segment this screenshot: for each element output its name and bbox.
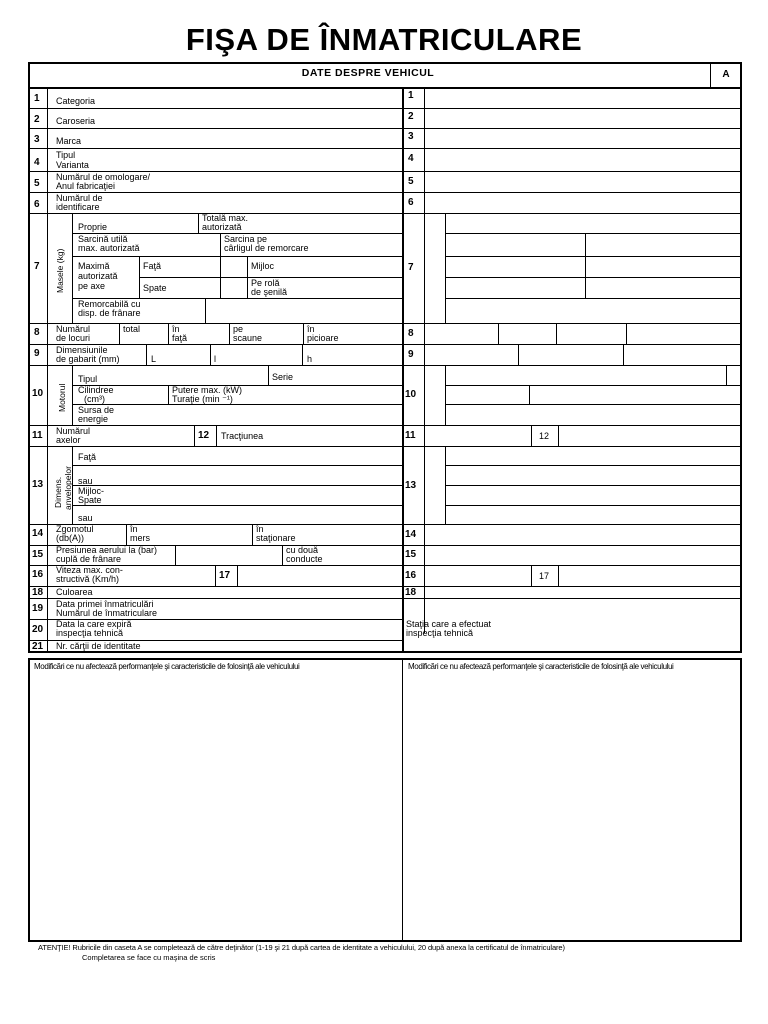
label-sarcina-utila: Sarcină utilă [78,234,128,244]
label-cm3: (cm³) [84,394,105,404]
right-7-number: 7 [408,262,414,273]
label-omologare: Numărul de omologare/ [56,172,151,182]
row-20-number: 20 [32,624,44,635]
footer-note: Completarea se face cu maşina de scris [82,953,216,962]
label-inspectia: inspecţia tehnică [56,628,124,638]
label-maxima: Maximă [78,261,110,271]
label-energie: energie [78,414,109,424]
label-scaune: scaune [233,333,263,343]
right-12-label: 12 [539,431,550,441]
modifications-right-label: Modificări ce nu afectează performanţele şi caracteristicile de folosinţă ale vehiculului [408,662,674,671]
label-in-fata: în [172,324,180,334]
right-10-number: 10 [405,389,417,400]
row-8-number: 8 [34,327,40,338]
label-tipul: Tipul [56,150,76,160]
label-totala-max: Totală max. [202,213,249,223]
label-spate-anvelope: Spate [78,495,102,505]
row-16-number: 16 [32,569,44,580]
right-6-number: 6 [408,197,414,208]
label-constructiva: structivă (Km/h) [56,574,120,584]
label-totala-autorizata: autorizată [202,222,242,232]
label-numarul-locuri: Numărul [56,324,91,334]
right-14-number: 14 [405,529,417,540]
row-21-number: 21 [32,641,44,652]
label-fata-anvelope: Faţă [78,452,97,462]
right-4-number: 4 [408,153,414,164]
label-anvelopelor: anvelopelor [63,466,73,510]
label-varianta: Varianta [56,160,89,170]
label-mers: mers [130,533,150,543]
label-numarul-inmatriculare: Numărul de înmatriculare [56,608,158,618]
label-in-picioare: în [307,324,315,334]
row-10-number: 10 [32,388,44,399]
label-data-primei: Data primei înmatriculări [56,599,154,609]
label-presiunea: Presiunea aerului la (bar) [56,545,158,555]
right-8-number: 8 [408,328,414,339]
label-pe-axe: pe axe [78,281,106,291]
label-putere: Putere max. (kW) [172,385,243,395]
label-carligul: cârligul de remorcare [224,243,309,253]
label-statia: Staţia care a efectuat [406,619,492,629]
label-identificare: identificare [56,202,100,212]
row-7-number: 7 [34,261,40,272]
row-4-number: 4 [34,157,40,168]
label-proprie: Proprie [78,222,108,232]
label-in-stationare: în [256,524,264,534]
label-L: L [151,354,157,364]
label-dimens: Dimens. [53,476,63,508]
label-caroseria: Caroseria [56,116,96,126]
section-header: DATE DESPRE VEHICUL [301,67,435,79]
right-11-number: 11 [405,430,416,441]
page-title: FIŞA DE ÎNMATRICULARE [185,22,583,57]
row-1-number: 1 [34,93,40,104]
row-5-number: 5 [34,178,40,189]
row-3-number: 3 [34,134,40,145]
row-18-number: 18 [32,587,44,598]
row-17-number: 17 [219,570,231,581]
label-zgomotul: Zgomotul [56,524,94,534]
label-fata-locuri: faţă [172,333,188,343]
right-13-number: 13 [405,480,417,491]
label-cilindree: Cilindree [78,385,114,395]
row-12-number: 12 [198,430,210,441]
label-picioare: picioare [307,333,339,343]
label-viteza: Viteza max. con- [56,565,123,575]
label-sau-1: sau [78,476,93,486]
row-13-number: 13 [32,479,44,490]
label-dba: (db(A)) [56,533,85,543]
row-11-number: 11 [32,430,43,441]
label-cu-doua: cu două [286,545,319,555]
right-2-number: 2 [408,111,414,122]
label-carte-identitate: Nr. cărţii de identitate [56,641,141,651]
label-data-expira: Data la care expiră [56,619,132,629]
label-axelor: axelor [56,435,81,445]
box-label: A [722,69,730,80]
label-numarul-axelor: Numărul [56,426,91,436]
label-cupla-franare: cuplă de frânare [56,554,122,564]
label-sarcina-pe: Sarcina pe [224,234,268,244]
label-sau-2: sau [78,513,93,523]
label-serie: Serie [272,372,294,382]
label-categoria: Categoria [56,96,96,106]
right-9-number: 9 [408,349,414,360]
label-spate: Spate [143,283,167,293]
label-de-senila: de şenilă [251,287,288,297]
label-pe-rola: Pe rolă [251,278,280,288]
row-6-number: 6 [34,199,40,210]
modifications-left-label: Modificări ce nu afectează performanţele şi caracteristicile de folosinţă ale vehiculului [34,662,300,671]
label-disp-franare: disp. de frânare [78,308,141,318]
right-15-number: 15 [405,549,417,560]
label-tipul-motor: Tipul [78,374,98,384]
label-dimensiunile: Dimensiunile [56,345,108,355]
label-h: h [307,354,313,364]
label-l: l [214,354,216,364]
label-sursa: Sursa de [78,405,115,415]
label-marca: Marca [56,136,82,146]
label-stationare: staţionare [256,533,296,543]
row-19-number: 19 [32,603,44,614]
row-2-number: 2 [34,114,40,125]
label-conducte: conducte [286,554,323,564]
modifications-box [28,658,742,942]
right-16-number: 16 [405,570,417,581]
label-de-locuri: de locuri [56,333,91,343]
row-14-number: 14 [32,528,44,539]
label-masele: Masele (kg) [55,248,65,293]
label-remorcabila: Remorcabilă cu [78,299,141,309]
label-mijloc: Mijloc [251,261,275,271]
label-numarul-de: Numărul de [56,193,103,203]
right-17-label: 17 [539,571,550,581]
label-tractiunea: Tracţiunea [221,431,264,441]
label-total: total [123,324,141,334]
right-5-number: 5 [408,176,414,187]
label-culoarea: Culoarea [56,587,93,597]
label-in-mers: în [130,524,138,534]
right-3-number: 3 [408,131,414,142]
label-anul-fabricatiei: Anul fabricaţiei [56,181,116,191]
label-max-autorizata: max. autorizată [78,243,140,253]
label-statia-inspectia: inspecţia tehnică [406,628,474,638]
label-motorul: Motorul [57,383,67,412]
footer-warning: ATENŢIE! Rubricile din caseta A se completează de către deţinător (1-19 şi 21 după cartea de identitate a vehiculului, 20 după anexa la certificatul de înmatriculare) [38,943,565,952]
label-mijloc-anvelope: Mijloc- [78,486,104,496]
label-turatie: Turaţie (min ⁻¹) [172,394,233,404]
right-18-number: 18 [405,587,417,598]
right-1-number: 1 [408,90,414,101]
label-fata: Faţă [143,261,162,271]
label-maxima-autorizata: autorizată [78,271,118,281]
row-15-number: 15 [32,549,44,560]
label-gabarit: de gabarit (mm) [56,354,120,364]
label-pe: pe [233,324,244,334]
row-9-number: 9 [34,348,40,359]
